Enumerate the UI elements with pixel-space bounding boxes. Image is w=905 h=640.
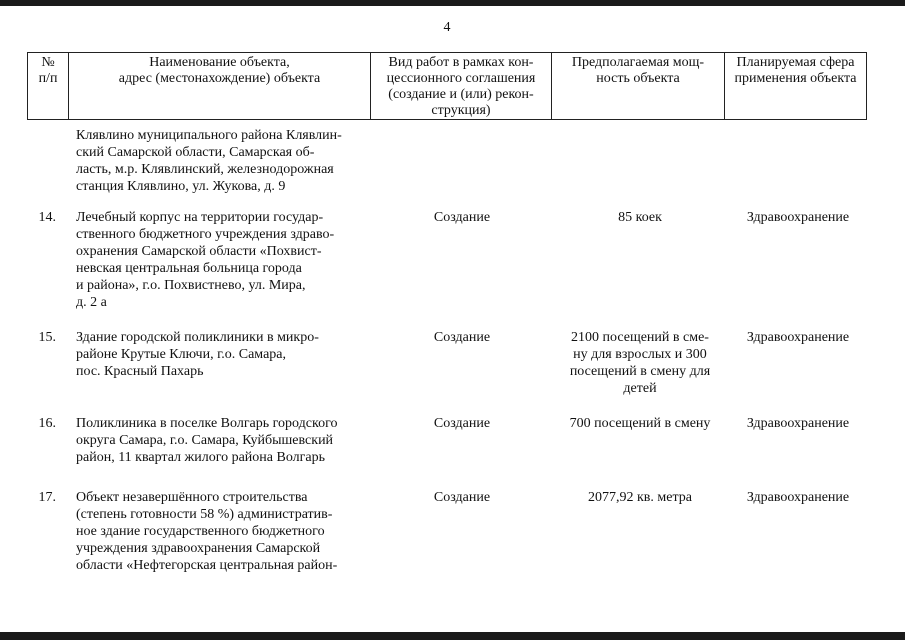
row-number: 17.	[38, 490, 56, 505]
sphere: Здравоохранение	[746, 416, 850, 431]
header-capacity: Предполагаемая мощ- ность объекта	[552, 53, 725, 120]
sphere: Здравоохранение	[746, 330, 850, 345]
header-num: № п/п	[28, 53, 69, 120]
header-work-type: Вид работ в рамках кон- цессионного соглашения (создание и (или) рекон- струкция)	[371, 53, 552, 120]
work-type: Создание	[433, 490, 491, 505]
object-name: Объект незавершённого строительства (степень готовности 58 %) административ- ное здание государственного бюджетного учреждения здравоохранения Самарской области «Нефтегорская центральная район-	[76, 490, 338, 573]
work-type: Создание	[433, 210, 491, 225]
header-sphere: Планируемая сфера применения объекта	[725, 53, 867, 120]
header-name: Наименование объекта, адрес (местонахождение) объекта	[69, 53, 371, 120]
continuation-name: Клявлино муниципального района Клявлин- ский Самарской области, Самарская об- ласть, м.р. Клявлинский, железнодорожная станция Клявлино, ул. Жукова, д. 9	[76, 128, 342, 194]
work-type: Создание	[433, 416, 491, 431]
work-type: Создание	[433, 330, 491, 345]
row-number: 15.	[38, 330, 56, 345]
object-name: Поликлиника в поселке Волгарь городского округа Самара, г.о. Самара, Куйбышевский район, 11 квартал жилого района Волгарь	[76, 416, 338, 465]
row-number: 14.	[38, 210, 56, 225]
bottom-border	[0, 632, 905, 640]
row-number: 16.	[38, 416, 56, 431]
object-name: Здание городской поликлиники в микро- районе Крутые Ключи, г.о. Самара, пос. Красный Пахарь	[76, 330, 319, 379]
capacity: 85 коек	[618, 210, 662, 225]
capacity: 2100 посещений в сме- ну для взрослых и 300 посещений в смену для детей	[569, 330, 711, 396]
object-name: Лечебный корпус на территории государ- ственного бюджетного учреждения здраво- охранения Самарской области «Похвист- невская центральная больница города и района», г.о. Похвистнево, ул. Мира, д. 2 а	[76, 210, 335, 310]
capacity: 700 посещений в смену	[569, 416, 711, 431]
sphere: Здравоохранение	[746, 490, 850, 505]
page-number: 4	[443, 20, 451, 35]
sphere: Здравоохранение	[746, 210, 850, 225]
capacity: 2077,92 кв. метра	[588, 490, 692, 505]
